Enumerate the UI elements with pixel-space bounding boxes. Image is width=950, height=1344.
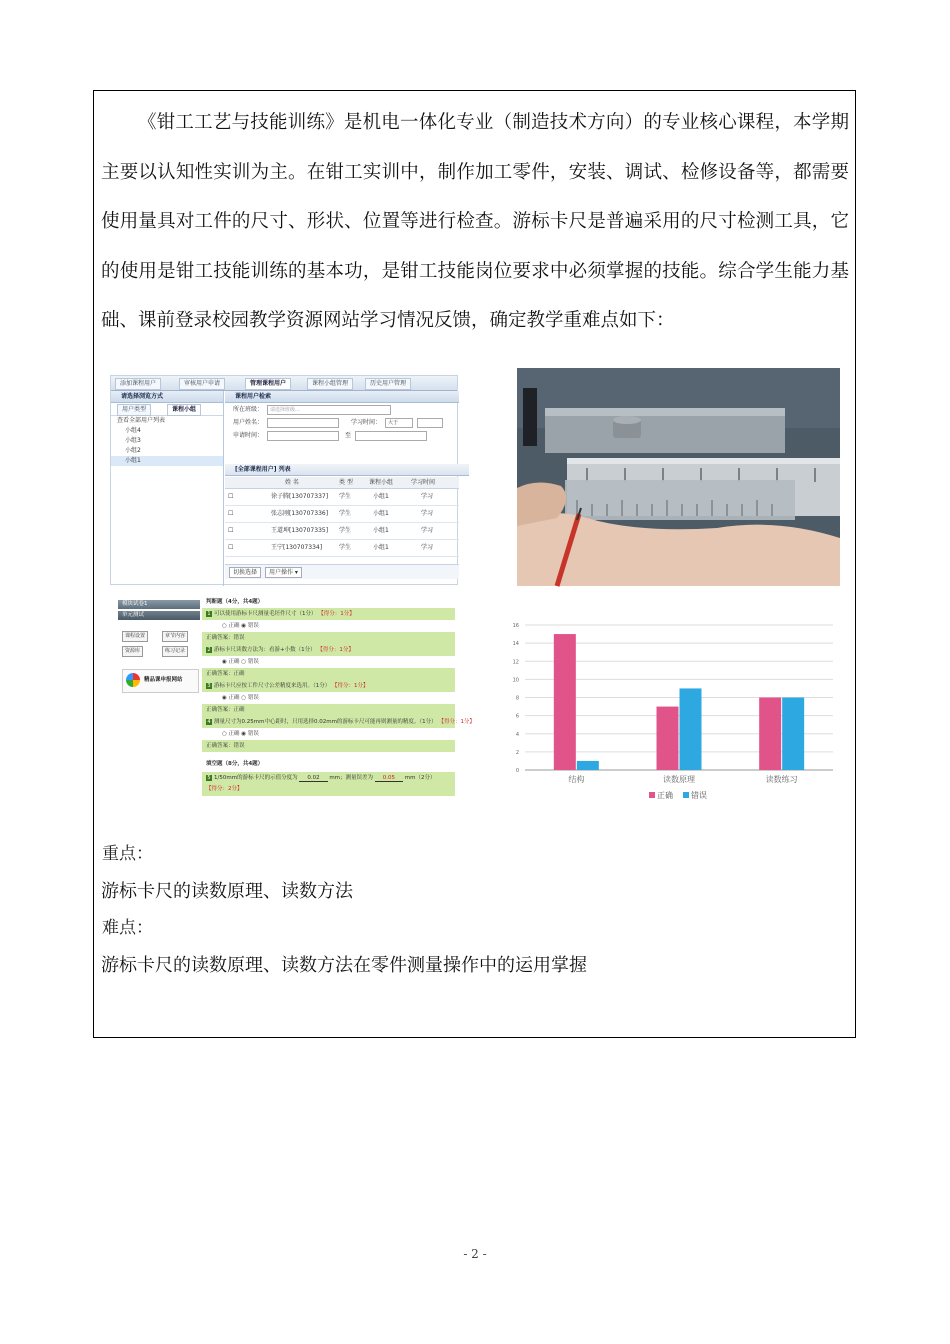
question-options: ◉ 正确 ○ 错误 <box>202 692 455 704</box>
table-header <box>225 477 459 489</box>
x-tick-label: 读数原理 <box>663 775 695 784</box>
fill-answer: 0.02 <box>299 775 327 782</box>
cell-time: 学习 <box>421 544 434 551</box>
user-search-panel <box>225 391 459 586</box>
cell-type: 学生 <box>339 544 352 551</box>
tree-item: 小组2 <box>125 447 141 454</box>
question-options: ○ 正确 ◉ 错误 <box>202 620 455 632</box>
date-from <box>267 431 339 441</box>
col-type: 类 型 <box>339 479 353 486</box>
cell-group: 小组1 <box>373 510 389 517</box>
question-options: ○ 正确 ◉ 错误 <box>202 728 455 740</box>
fill-question <box>202 772 455 796</box>
question-answer: 正确答案：正确 <box>202 704 455 716</box>
tab-course-group: 课程小组 <box>167 404 201 416</box>
site-logo <box>122 669 199 693</box>
cell-name: 徐子腾[130707337] <box>271 493 329 500</box>
date-label: 申请时间： <box>233 432 264 439</box>
tab-add-user: 添加课程用户 <box>115 378 161 390</box>
legend-label: 错误 <box>691 791 707 800</box>
question-number: 1 <box>207 610 211 617</box>
cell-type: 学生 <box>339 510 352 517</box>
question-text: 游标卡尺应按工件尺寸公差精度来选用。（1分） <box>214 683 331 689</box>
study-input <box>417 418 443 428</box>
cell-time: 学习 <box>421 527 434 534</box>
side-button: 练习记录 <box>162 646 188 657</box>
question-text: 游标卡尺读数方法为：看游+小数（1分） <box>214 647 316 653</box>
name-input <box>267 418 339 428</box>
col-group: 课程小组 <box>369 479 394 486</box>
quiz-content <box>202 596 475 808</box>
group-select: 请选择班级... <box>267 405 391 415</box>
table-row: ☐ 王道坤[130707335] 学生 小组1 学习 <box>225 523 459 540</box>
question-row <box>202 644 455 656</box>
col-time: 学习时间 <box>411 479 436 486</box>
y-tick-label: 2 <box>515 749 519 756</box>
cell-time: 学习 <box>421 493 434 500</box>
tab-review: 审核用户申请 <box>179 378 225 390</box>
group-label: 所在班级： <box>233 406 264 413</box>
side-button: 章节内容 <box>162 631 188 642</box>
difficult-point-text: 游标卡尺的读数原理、读数方法在零件测量操作中的运用掌握 <box>101 955 587 976</box>
list-header: [全部课程用户] 列表 <box>225 464 469 476</box>
quiz-screenshot <box>110 596 475 808</box>
study-op: 大于 <box>385 418 413 428</box>
key-point-text: 游标卡尺的读数原理、读数方法 <box>101 881 353 902</box>
bar-chart-svg <box>505 615 837 805</box>
question-row <box>202 716 475 728</box>
bar-错误 <box>680 688 702 770</box>
question-number: 3 <box>207 682 211 689</box>
question-answer: 正确答案：错误 <box>202 740 455 752</box>
cell-time: 学习 <box>421 510 434 517</box>
search-form <box>225 403 459 442</box>
cell-name: 王道坤[130707335] <box>271 527 329 534</box>
cell-group: 小组1 <box>373 493 389 500</box>
side-button: 资源库 <box>122 646 143 657</box>
y-tick-label: 4 <box>515 731 519 738</box>
table-row: ☐ 徐子腾[130707337] 学生 小组1 学习 <box>225 489 459 506</box>
question-score: 【得分：1分】 <box>332 683 369 689</box>
side-button: 课程设置 <box>122 631 148 642</box>
cell-type: 学生 <box>339 527 352 534</box>
tab-history: 历史用户管理 <box>365 378 411 390</box>
table-row: ☐ 王宁[130707334] 学生 小组1 学习 <box>225 540 459 557</box>
page-number: - 2 - <box>463 1247 487 1261</box>
search-header: 课程用户检索 <box>225 391 459 403</box>
result-chart <box>505 615 837 805</box>
browse-header: 请选择浏览方式 <box>111 391 223 403</box>
browse-panel <box>111 391 224 586</box>
question-text: mm（2分） <box>404 775 436 781</box>
legend-swatch <box>683 792 689 798</box>
logo-text: 精品课申报网站 <box>144 677 183 683</box>
bar-正确 <box>554 634 576 770</box>
section-title: 判断题（4分，共4题） <box>202 596 455 608</box>
question-score: 【得分：1分】 <box>318 611 355 617</box>
question-row <box>202 608 455 620</box>
question-number: 4 <box>207 718 211 725</box>
question-text: 1/50mm的游标卡尺的示值分度为 <box>214 775 298 781</box>
x-tick-label: 读数练习 <box>765 775 798 784</box>
fill-answer: 0.05 <box>375 775 403 782</box>
cell-group: 小组1 <box>373 527 389 534</box>
quiz-sidebar <box>110 596 202 808</box>
difficult-point-title: 难点： <box>102 918 153 938</box>
y-tick-label: 12 <box>512 659 519 666</box>
y-tick-label: 16 <box>512 623 519 629</box>
intro-paragraph: 《钳工工艺与技能训练》是机电一体化专业（制造技术方向）的专业核心课程，本学期主要以认知性实训为主。在钳工实训中，制作加工零件，安装、调试、检修设备等，都需要使用量具对工件的尺寸、形状、位置等进行检查。游标卡尺是普遍采用的尺寸检测工具，它的使用是钳工技能训练的基本功，是钳工技能岗位要求中必须掌握的技能。综合学生能力基础、课前登录校园教学资源网站学习情况反馈，确定教学重难点如下： <box>101 112 849 332</box>
name-label: 用户姓名： <box>233 419 264 426</box>
y-tick-label: 8 <box>515 695 519 702</box>
tree-root: 查看全部用户列表 <box>117 417 166 424</box>
cell-type: 学生 <box>339 493 352 500</box>
tab-groups: 课程小组管理 <box>307 378 353 390</box>
tree-item: 小组1 <box>111 456 223 466</box>
y-tick-label: 14 <box>512 641 519 648</box>
date-to-label: 至 <box>344 432 351 439</box>
question-answer: 正确答案：错误 <box>202 632 455 644</box>
question-number: 2 <box>207 646 211 653</box>
question-options: ◉ 正确 ○ 错误 <box>202 656 455 668</box>
bar-错误 <box>577 761 599 770</box>
key-point-title: 重点： <box>102 844 153 864</box>
bar-错误 <box>782 698 804 771</box>
tree-item: 小组4 <box>125 427 141 434</box>
question-text: mm；测量误差为 <box>329 775 374 781</box>
toggle-select-button: 切换选择 <box>229 567 261 578</box>
legend-label: 正确 <box>657 791 673 800</box>
section-title: 填空题（8分，共4题） <box>202 758 455 770</box>
tree-item: 小组3 <box>125 437 141 444</box>
user-table <box>225 477 459 557</box>
side-item: 模块试卷1 <box>118 600 200 609</box>
table-row: ☐ 张志刚[130707336] 学生 小组1 学习 <box>225 506 459 523</box>
question-row <box>202 680 455 692</box>
y-tick-label: 6 <box>515 713 519 720</box>
question-number: 5 <box>207 774 211 781</box>
question-score: 【得分：1分】 <box>317 647 354 653</box>
tab-user-type: 用户类型 <box>117 404 151 416</box>
bar-正确 <box>759 698 781 771</box>
caliper-photo <box>517 368 840 586</box>
tab-bar <box>111 376 457 391</box>
side-item: 单元测试 <box>118 611 200 620</box>
user-management-screenshot <box>110 375 458 585</box>
y-tick-label: 0 <box>515 768 519 774</box>
logo-icon <box>126 673 140 687</box>
date-to <box>355 431 427 441</box>
question-text: 测量尺寸为0.25mm中心距时，只用选择0.02mm的游标卡尺可能再则测量的精度。（1分） <box>214 719 437 725</box>
user-action-button: 用户操作 ▾ <box>265 567 302 578</box>
tab-manage: 管理课程用户 <box>245 378 291 390</box>
x-tick-label: 结构 <box>568 775 585 784</box>
cell-group: 小组1 <box>373 544 389 551</box>
question-score: 【得分：1分】 <box>438 719 475 725</box>
group-tree <box>111 416 223 466</box>
bar-正确 <box>657 707 679 770</box>
caliper-illustration <box>517 368 840 586</box>
table-footer <box>225 564 459 579</box>
question-text: 可以使用游标卡尺测量毛坯件尺寸（1分） <box>214 611 317 617</box>
cell-name: 王宁[130707334] <box>271 544 323 551</box>
question-answer: 正确答案：正确 <box>202 668 455 680</box>
study-label: 学习时间： <box>350 419 381 426</box>
col-name: 姓 名 <box>285 479 299 486</box>
legend-swatch <box>649 792 655 798</box>
question-score: 【得分：2分】 <box>206 786 243 792</box>
y-tick-label: 10 <box>512 677 519 684</box>
cell-name: 张志刚[130707336] <box>271 510 329 517</box>
